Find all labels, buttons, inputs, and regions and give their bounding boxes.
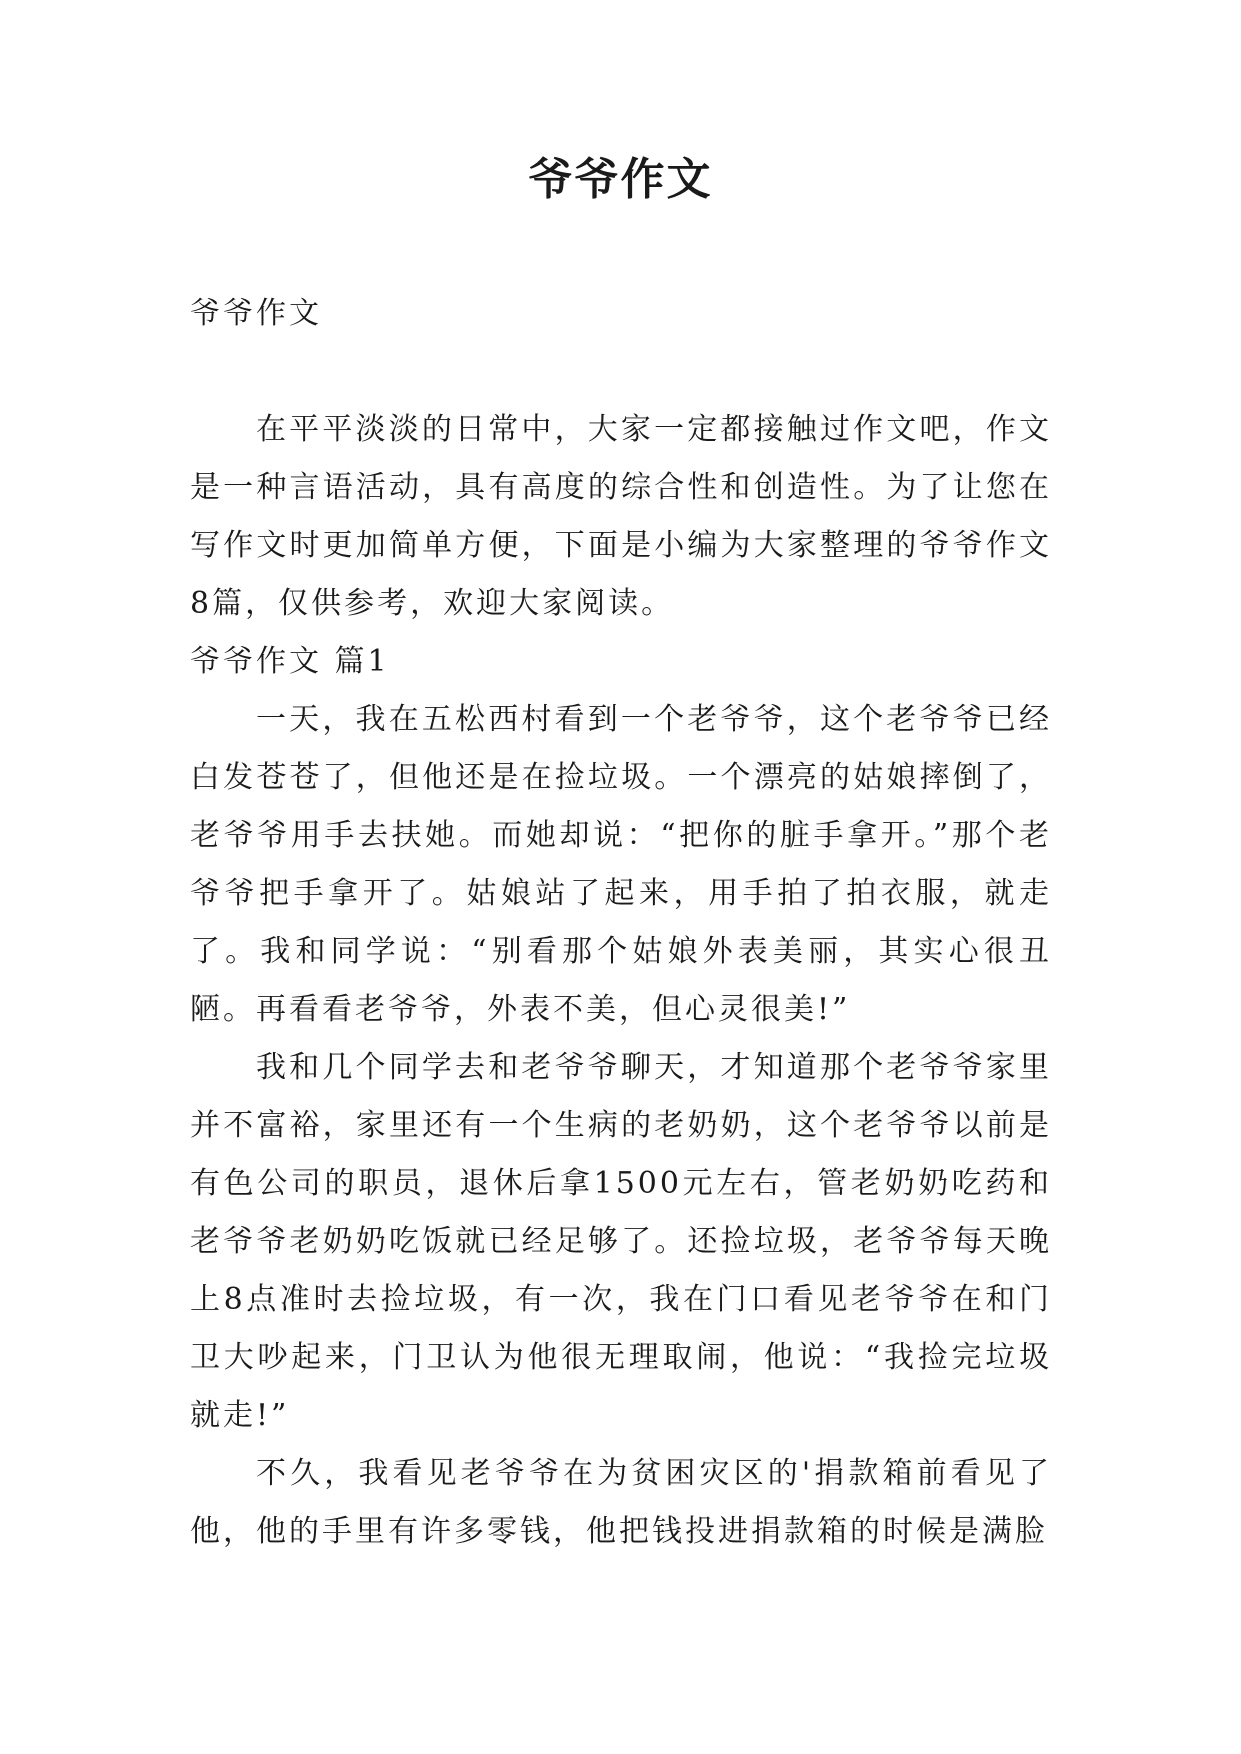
page-title: 爷爷作文 xyxy=(528,154,713,205)
section-heading: 爷爷作文 篇1 xyxy=(190,644,390,679)
document-body xyxy=(190,285,1052,1561)
body-paragraph: 不久，我看见老爷爷在为贫困灾区的'捐款箱前看见了他，他的手里有许多零钱，他把钱投进捐款箱的时候是满脸 xyxy=(190,1456,1052,1549)
document-subtitle: 爷爷作文 xyxy=(190,296,322,331)
body-paragraph: 一天，我在五松西村看到一个老爷爷，这个老爷爷已经白发苍苍了，但他还是在捡垃圾。一个漂亮的姑娘摔倒了，老爷爷用手去扶她。而她却说：“把你的脏手拿开。”那个老爷爷把手拿开了。姑娘站了起来，用手拍了拍衣服，就走了。我和同学说：“别看那个姑娘外表美丽，其实心很丑陋。再看看老爷爷，外表不美，但心灵很美!” xyxy=(190,702,1052,1027)
intro-paragraph: 在平平淡淡的日常中，大家一定都接触过作文吧，作文是一种言语活动，具有高度的综合性和创造性。为了让您在写作文时更加简单方便，下面是小编为大家整理的爷爷作文8篇，仅供参考，欢迎大家阅读。 xyxy=(190,412,1052,621)
body-paragraph: 我和几个同学去和老爷爷聊天，才知道那个老爷爷家里并不富裕，家里还有一个生病的老奶奶，这个老爷爷以前是有色公司的职员，退休后拿1500元左右，管老奶奶吃药和老爷爷老奶奶吃饭就已经足够了。还捡垃圾，老爷爷每天晚上8点准时去捡垃圾，有一次，我在门口看见老爷爷在和门卫大吵起来，门卫认为他很无理取闹，他说：“我捡完垃圾就走!” xyxy=(190,1050,1052,1433)
